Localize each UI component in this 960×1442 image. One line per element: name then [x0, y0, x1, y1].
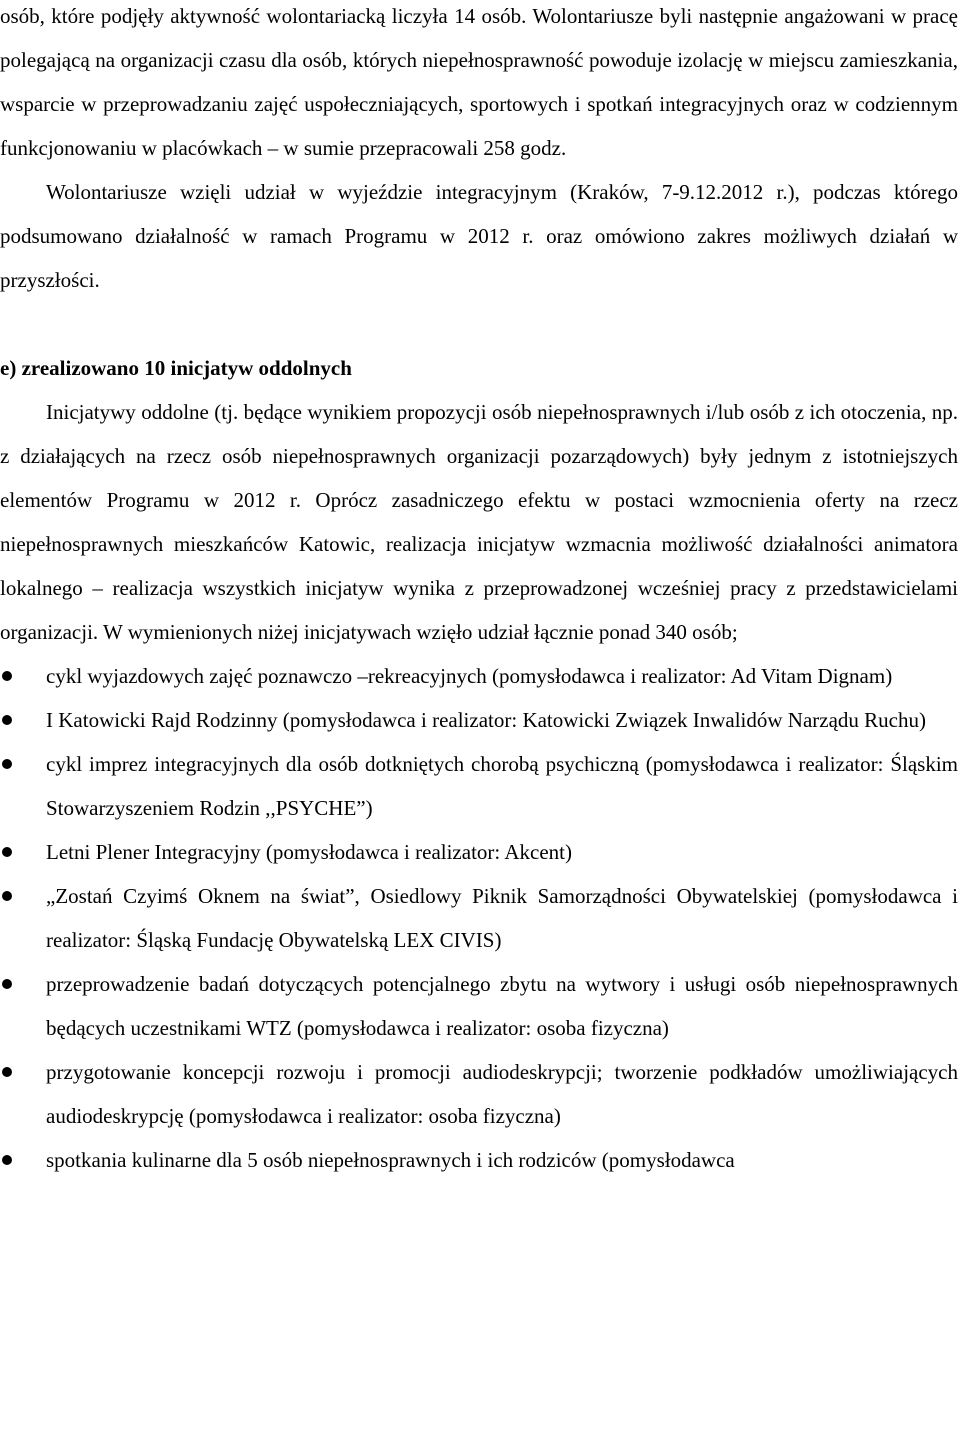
list-item	[0, 1050, 958, 1138]
list-item	[0, 654, 958, 698]
initiatives-list	[0, 654, 958, 1182]
bullet-dot-icon	[2, 847, 12, 857]
bullet-dot-icon	[2, 671, 12, 681]
list-item	[0, 962, 958, 1050]
list-item	[0, 698, 958, 742]
bullet-dot-icon	[2, 759, 12, 769]
list-item-text: Letni Plener Integracyjny (pomysłodawca i realizator: Akcent)	[46, 840, 572, 864]
list-item-text: przygotowanie koncepcji rozwoju i promocji audiodeskrypcji; tworzenie podkładów umożliwiających audiodeskrypcję (pomysłodawca i realizator: osoba fizyczna)	[46, 1060, 958, 1128]
section-heading-e: e) zrealizowano 10 inicjatyw oddolnych	[0, 356, 352, 380]
bullet-dot-icon	[2, 1067, 12, 1077]
bullet-dot-icon	[2, 979, 12, 989]
paragraph-grassroots-initiatives: Inicjatywy oddolne (tj. będące wynikiem propozycji osób niepełnosprawnych i/lub osób z ich otoczenia, np. z działających na rzecz osób niepełnosprawnych organizacji pozarządowych) były jednym z istotniejszych elementów Programu w 2012 r. Oprócz zasadniczego efektu w postaci wzmocnienia oferty na rzecz niepełnosprawnych mieszkańców Katowic, realizacja inicjatyw wzmacnia możliwość działalności animatora lokalnego – realizacja wszystkich inicjatyw wynika z przeprowadzonej wcześniej pracy z przedstawicielami organizacji. W wymienionych niżej inicjatywach wzięło udział łącznie ponad 340 osób;	[0, 400, 958, 644]
bullet-dot-icon	[2, 715, 12, 725]
list-item-text: cykl wyjazdowych zajęć poznawczo –rekreacyjnych (pomysłodawca i realizator: Ad Vitam Dignam)	[46, 664, 893, 688]
list-item-text: „Zostań Czyimś Oknem na świat”, Osiedlowy Piknik Samorządności Obywatelskiej (pomysłodawca i realizator: Śląską Fundację Obywatelską LEX CIVIS)	[46, 884, 958, 952]
list-item	[0, 830, 958, 874]
list-item-text: spotkania kulinarne dla 5 osób niepełnosprawnych i ich rodziców (pomysłodawca	[46, 1148, 735, 1172]
list-item	[0, 742, 958, 830]
paragraph-volunteers-work: osób, które podjęły aktywność wolontariacką liczyła 14 osób. Wolontariusze byli następnie angażowani w pracę polegającą na organizacji czasu dla osób, których niepełnosprawność powoduje izolację w miejscu zamieszkania, wsparcie w przeprowadzaniu zajęć uspołeczniających, sportowych i spotkań integracyjnych oraz w codziennym funkcjonowaniu w placówkach – w sumie przepracowali 258 godz.	[0, 4, 958, 160]
list-item-text: I Katowicki Rajd Rodzinny (pomysłodawca i realizator: Katowicki Związek Inwalidów Narządu Ruchu)	[46, 708, 926, 732]
paragraph-integration-trip: Wolontariusze wzięli udział w wyjeździe integracyjnym (Kraków, 7-9.12.2012 r.), podczas którego podsumowano działalność w ramach Programu w 2012 r. oraz omówiono zakres możliwych działań w przyszłości.	[0, 180, 958, 292]
list-item	[0, 1138, 958, 1182]
list-item-text: przeprowadzenie badań dotyczących potencjalnego zbytu na wytwory i usługi osób niepełnosprawnych będących uczestnikami WTZ (pomysłodawca i realizator: osoba fizyczna)	[46, 972, 958, 1040]
list-item-text: cykl imprez integracyjnych dla osób dotkniętych chorobą psychiczną (pomysłodawca i realizator: Śląskim Stowarzyszeniem Rodzin ,,PSYCHE”)	[46, 752, 958, 820]
list-item	[0, 874, 958, 962]
bullet-dot-icon	[2, 891, 12, 901]
bullet-dot-icon	[2, 1155, 12, 1165]
